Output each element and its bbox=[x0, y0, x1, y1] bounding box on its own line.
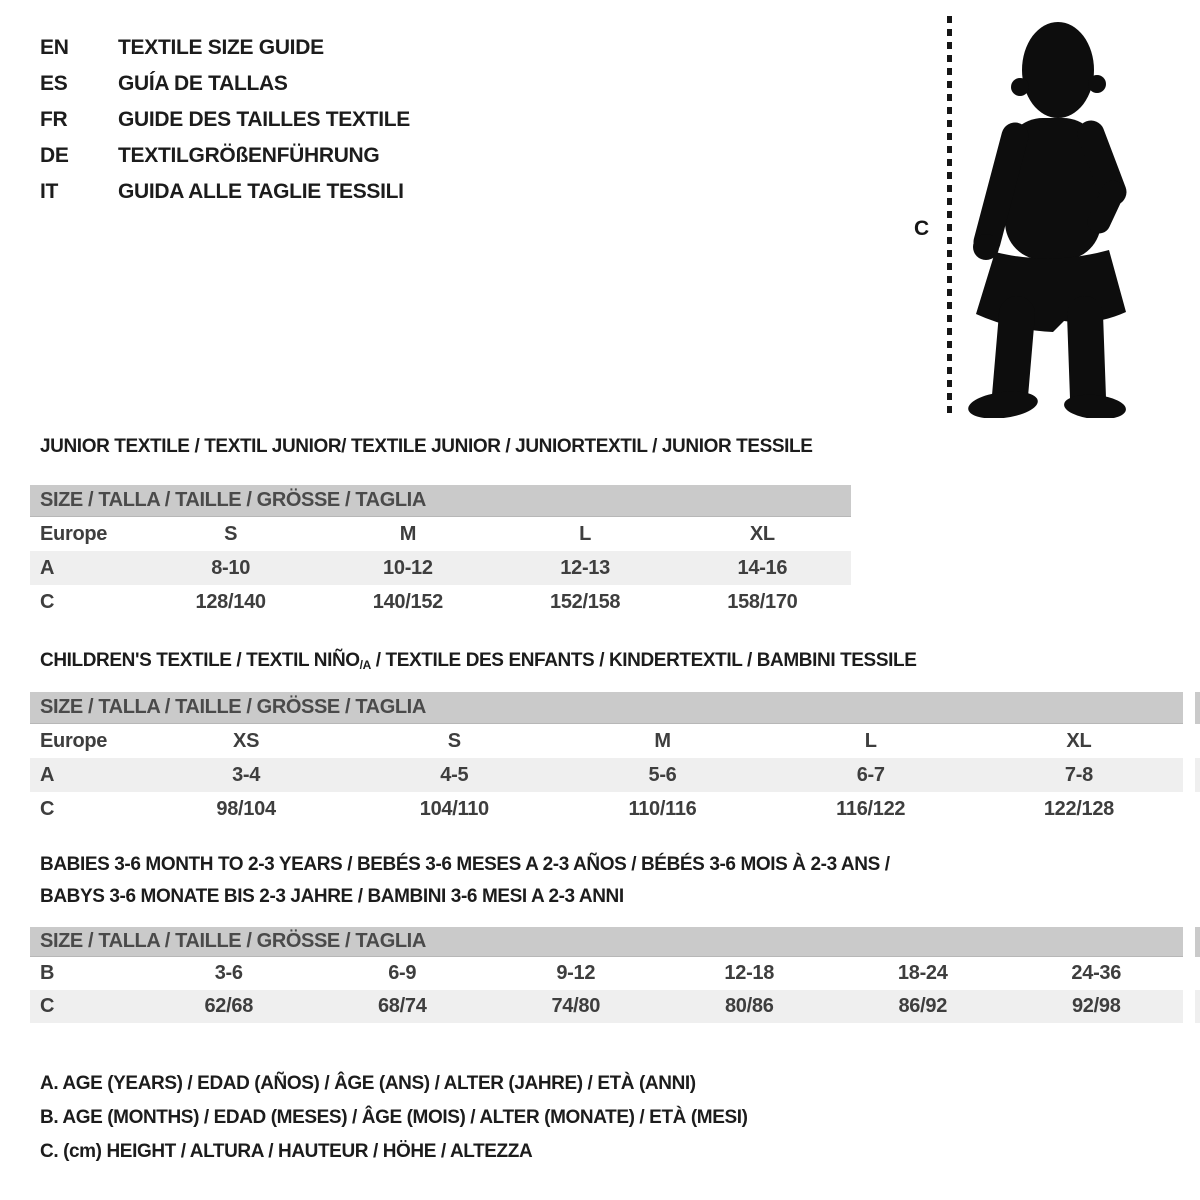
row-label: C bbox=[40, 995, 55, 1017]
size-cell: L bbox=[579, 522, 592, 545]
size-cell: L bbox=[864, 729, 877, 752]
table-row-age bbox=[30, 551, 851, 585]
language-label: GUÍA DE TALLAS bbox=[118, 72, 288, 95]
age-cell: 9-12 bbox=[556, 962, 596, 984]
age-cell: 3-6 bbox=[214, 962, 243, 984]
age-cell: 8-10 bbox=[211, 556, 251, 579]
height-cell: 158/170 bbox=[727, 590, 798, 613]
language-code: DE bbox=[40, 144, 69, 167]
junior-table bbox=[30, 517, 851, 619]
age-cell: 6-9 bbox=[388, 962, 417, 984]
age-cell: 5-6 bbox=[648, 763, 677, 786]
size-header-text: SIZE / TALLA / TAILLE / GRÖSSE / TAGLIA bbox=[40, 489, 426, 511]
height-cell: 104/110 bbox=[419, 797, 489, 820]
table-right-edge-fragment bbox=[1195, 990, 1200, 1023]
section-title-babies-line2: BABYS 3-6 MONATE BIS 2-3 JAHRE / BAMBINI 3-6 MESI A 2-3 ANNI bbox=[40, 886, 624, 907]
language-label: GUIDA ALLE TAGLIE TESSILI bbox=[118, 180, 404, 203]
language-code: IT bbox=[40, 180, 59, 203]
table-row-age bbox=[30, 758, 1183, 792]
table-row-age-months bbox=[30, 957, 1183, 990]
size-cell: XL bbox=[749, 522, 775, 545]
age-cell: 4-5 bbox=[440, 763, 469, 786]
table-row-height bbox=[30, 585, 851, 619]
age-cell: 6-7 bbox=[856, 763, 885, 786]
size-header-text: SIZE / TALLA / TAILLE / GRÖSSE / TAGLIA bbox=[40, 696, 426, 718]
table-right-edge-fragment bbox=[1195, 692, 1200, 724]
language-row-fr bbox=[40, 102, 410, 138]
row-label: C bbox=[40, 797, 55, 820]
table-row-europe bbox=[30, 724, 1183, 758]
height-cell: 92/98 bbox=[1071, 995, 1121, 1017]
row-label: A bbox=[40, 556, 55, 579]
row-label: A bbox=[40, 763, 55, 786]
height-cell: 74/80 bbox=[551, 995, 601, 1017]
height-dashed-line bbox=[947, 16, 952, 416]
language-row-de bbox=[40, 138, 410, 174]
age-cell: 18-24 bbox=[897, 962, 948, 984]
legend-line-age-months: B. AGE (MONTHS) / EDAD (MESES) / ÂGE (MOIS) / ALTER (MONATE) / ETÀ (MESI) bbox=[40, 1107, 748, 1128]
size-cell: S bbox=[224, 522, 238, 545]
size-cell: XS bbox=[233, 729, 260, 752]
language-title-block bbox=[40, 30, 410, 210]
height-cell: 68/74 bbox=[377, 995, 427, 1017]
size-header-bar-babies bbox=[30, 927, 1183, 957]
size-header-text: SIZE / TALLA / TAILLE / GRÖSSE / TAGLIA bbox=[40, 930, 426, 952]
row-label: B bbox=[40, 962, 55, 984]
language-code: ES bbox=[40, 72, 68, 95]
height-cell: 116/122 bbox=[836, 797, 906, 820]
table-row-height bbox=[30, 990, 1183, 1023]
row-label: Europe bbox=[40, 729, 108, 752]
height-cell: 98/104 bbox=[216, 797, 276, 820]
legend-block bbox=[40, 1067, 748, 1169]
language-code: EN bbox=[40, 36, 69, 59]
table-row-europe bbox=[30, 517, 851, 551]
language-row-it bbox=[40, 174, 410, 210]
section-title-children-pre: CHILDREN'S TEXTILE / TEXTIL NIÑO bbox=[40, 650, 360, 671]
height-cell: 122/128 bbox=[1043, 797, 1115, 820]
size-header-bar-junior bbox=[30, 485, 851, 517]
size-cell: M bbox=[654, 729, 671, 752]
language-row-es bbox=[40, 66, 410, 102]
section-title-junior: JUNIOR TEXTILE / TEXTIL JUNIOR/ TEXTILE JUNIOR / JUNIORTEXTIL / JUNIOR TESSILE bbox=[40, 436, 813, 457]
size-cell: XL bbox=[1066, 729, 1092, 752]
size-header-bar-children bbox=[30, 692, 1183, 724]
age-cell: 12-18 bbox=[724, 962, 775, 984]
language-label: GUIDE DES TAILLES TEXTILE bbox=[118, 108, 410, 131]
section-title-children-post: / TEXTILE DES ENFANTS / KINDERTEXTIL / BAMBINI TESSILE bbox=[370, 650, 917, 671]
age-cell: 10-12 bbox=[383, 556, 433, 579]
table-right-edge-fragment bbox=[1195, 758, 1200, 792]
table-row-height bbox=[30, 792, 1183, 826]
size-cell: M bbox=[399, 522, 417, 545]
row-label: C bbox=[40, 590, 55, 613]
height-cell: 128/140 bbox=[195, 590, 266, 613]
size-cell: S bbox=[447, 729, 461, 752]
language-code: FR bbox=[40, 108, 68, 131]
row-label: Europe bbox=[40, 522, 108, 545]
height-cell: 80/86 bbox=[724, 995, 774, 1017]
legend-line-height-cm: C. (cm) HEIGHT / ALTURA / HAUTEUR / HÖHE / ALTEZZA bbox=[40, 1141, 533, 1162]
section-title-children-sub: /A bbox=[359, 658, 371, 672]
age-cell: 14-16 bbox=[737, 556, 788, 579]
age-cell: 12-13 bbox=[560, 556, 610, 579]
height-measure-label: C bbox=[914, 217, 930, 240]
age-cell: 24-36 bbox=[1071, 962, 1122, 984]
height-cell: 140/152 bbox=[372, 590, 443, 613]
section-title-children bbox=[40, 650, 916, 672]
table-right-edge-fragment bbox=[1195, 927, 1200, 957]
age-cell: 3-4 bbox=[232, 763, 261, 786]
height-cell: 86/92 bbox=[898, 995, 948, 1017]
height-cell: 110/116 bbox=[628, 797, 697, 820]
language-label: TEXTILE SIZE GUIDE bbox=[118, 36, 324, 59]
language-label: TEXTILGRÖßENFÜHRUNG bbox=[118, 144, 380, 167]
age-cell: 7-8 bbox=[1064, 763, 1093, 786]
babies-table bbox=[30, 957, 1183, 1023]
legend-line-age-years: A. AGE (YEARS) / EDAD (AÑOS) / ÂGE (ANS) / ALTER (JAHRE) / ETÀ (ANNI) bbox=[40, 1073, 696, 1094]
height-cell: 152/158 bbox=[550, 590, 621, 613]
children-table bbox=[30, 724, 1183, 826]
baby-silhouette-icon bbox=[963, 14, 1135, 418]
section-title-babies-line1: BABIES 3-6 MONTH TO 2-3 YEARS / BEBÉS 3-6 MESES A 2-3 AÑOS / BÉBÉS 3-6 MOIS À 2-3 ANS / bbox=[40, 854, 890, 875]
height-cell: 62/68 bbox=[204, 995, 254, 1017]
language-row-en bbox=[40, 30, 410, 66]
